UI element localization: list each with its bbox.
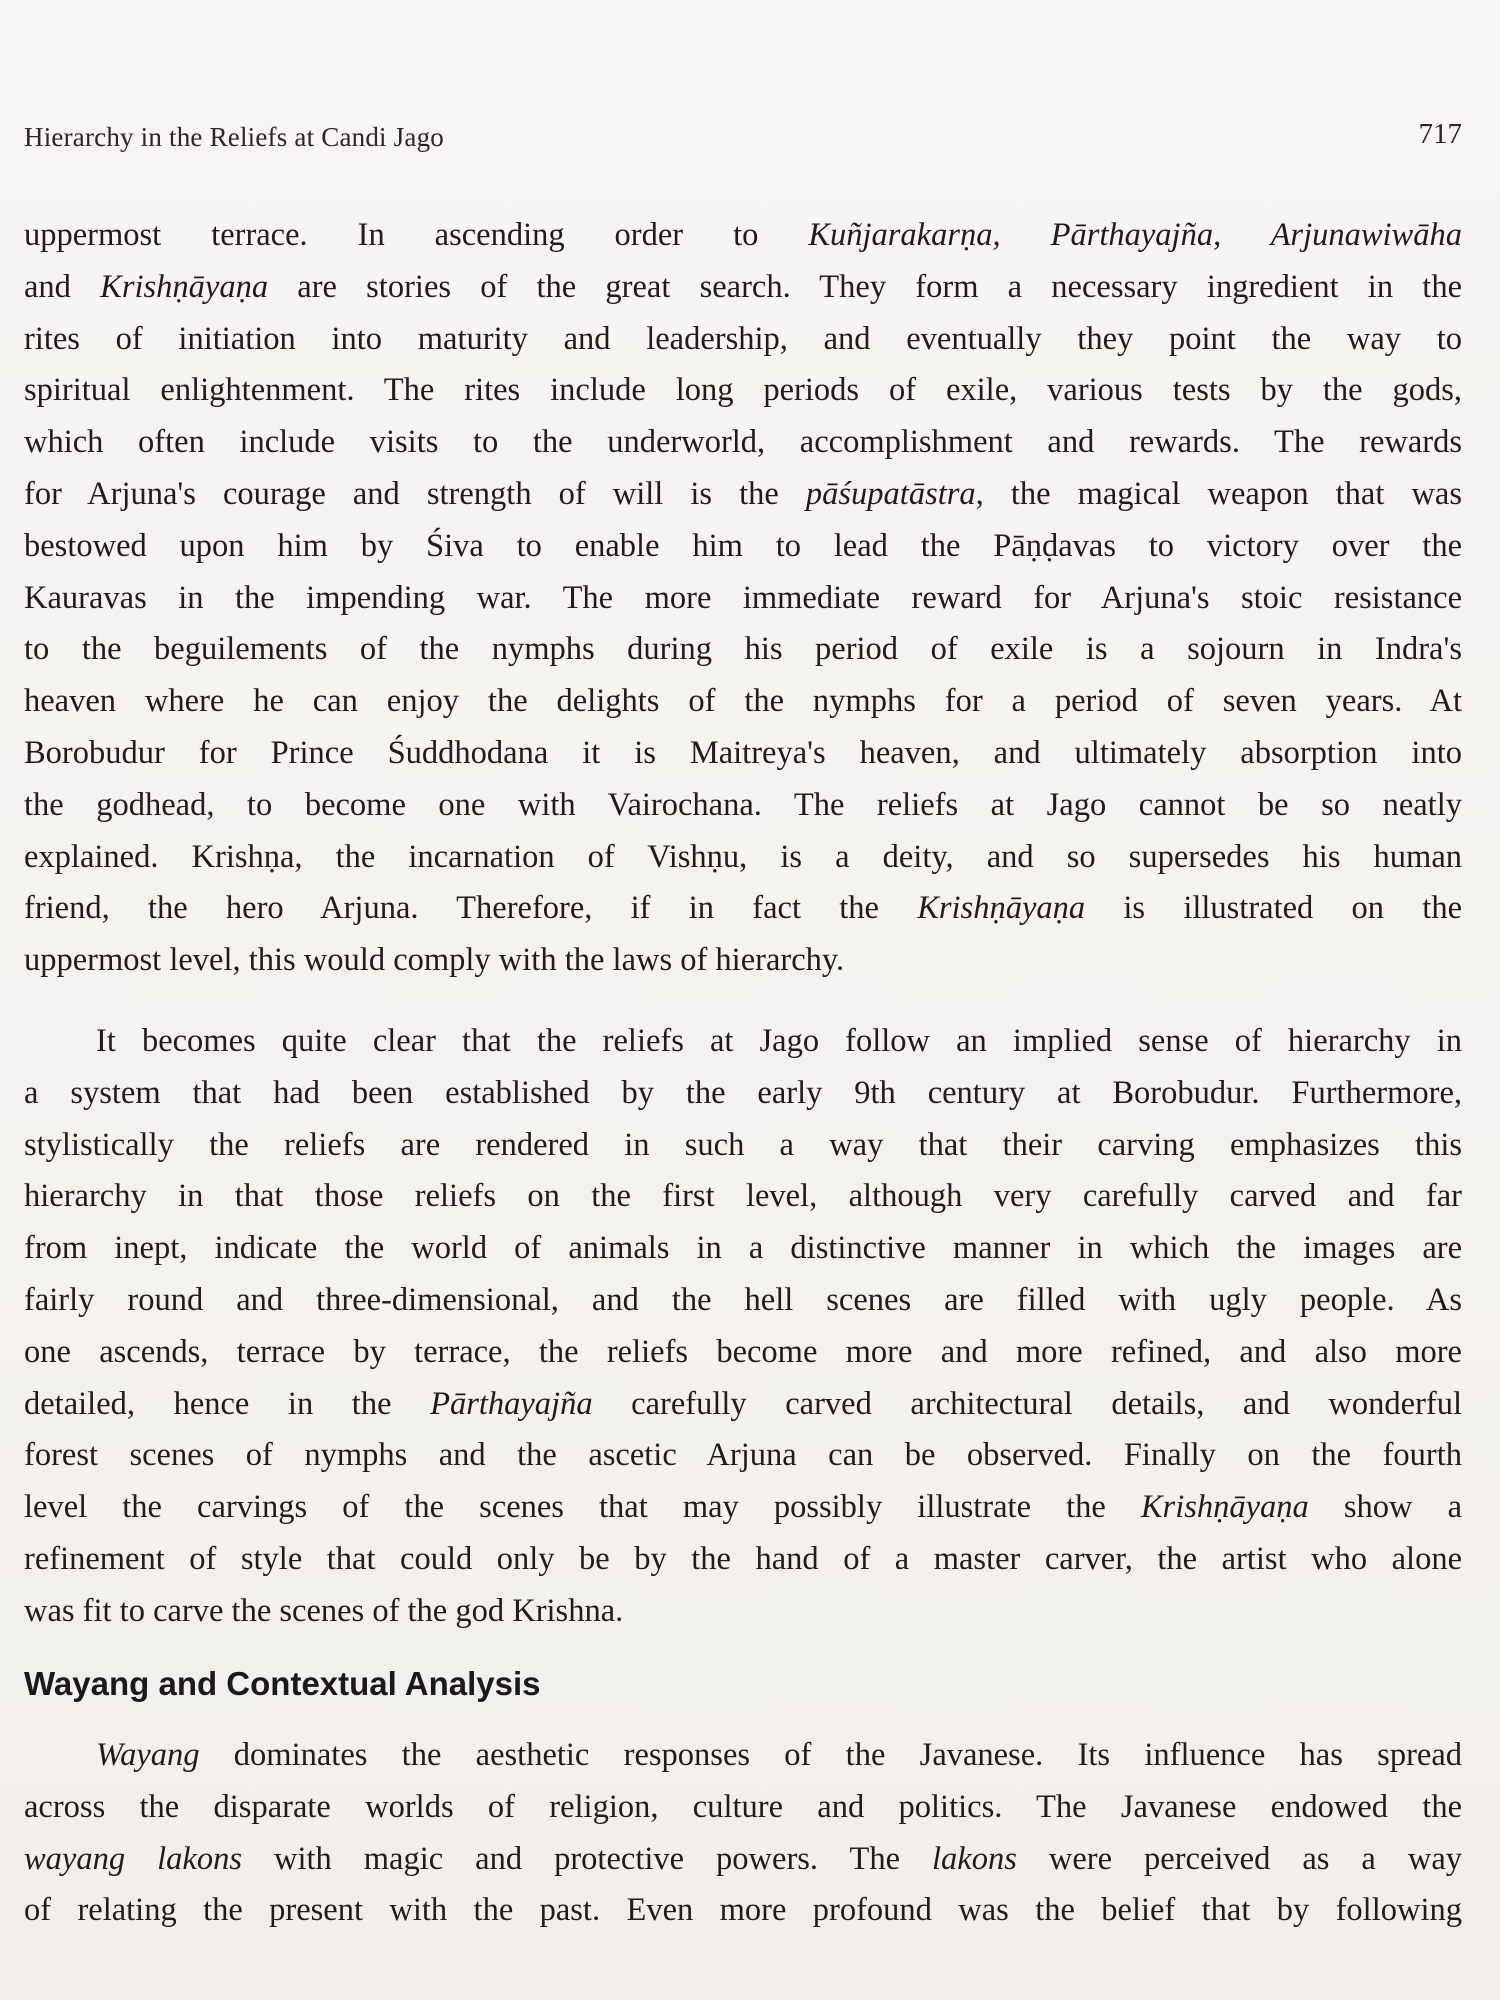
text-run: Kauravas in the impending war. The more immediate reward for Arjuna's stoic resistance [24,579,1462,616]
text-line [24,1016,1462,1068]
text-run: forest scenes of nymphs and the ascetic Arjuna can be observed. Finally on the fourth [24,1437,1462,1474]
italic-term: pāśupatāstra [805,475,976,512]
text-run: one ascends, terrace by terrace, the reliefs become more and more refined, and also more [24,1333,1462,1370]
italic-term: Krishṇāyaṇa [100,268,269,305]
text-run: , the magical weapon that was [975,475,1462,512]
text-line [24,1379,1462,1431]
text-run: from inept, indicate the world of animals in a distinctive manner in which the images are [24,1230,1462,1267]
paragraph-wayang [24,1730,1462,1937]
text-run: explained. Krishṇa, the incarnation of Vishṇu, is a deity, and so supersedes his human [24,838,1462,875]
text-run: a system that had been established by the early 9th century at Borobudur. Furthermore, [24,1074,1462,1111]
italic-term: Pārthayajña [430,1385,593,1422]
text-run: show a [1308,1489,1463,1526]
text-line [24,1730,1462,1782]
text-run: with magic and protective powers. The [241,1840,933,1877]
text-line [24,365,1462,417]
paragraph-stylistic-hierarchy [24,1016,1462,1638]
text-line [24,1430,1462,1482]
text-run: level the carvings of the scenes that may possibly illustrate the [24,1489,1141,1526]
text-line [24,417,1462,469]
text-run: across the disparate worlds of religion, culture and politics. The Javanese endowed the [24,1788,1462,1825]
text-line [24,676,1462,728]
text-line [24,624,1462,676]
text-line [24,1223,1462,1275]
text-line [24,1275,1462,1327]
text-run: and [24,268,101,305]
text-line [24,210,1462,262]
text-run: is illustrated on the [1085,890,1462,927]
text-line [24,573,1462,625]
text-run: rites of initiation into maturity and leadership, and eventually they point the way to [24,320,1462,357]
text-line [24,1586,1462,1638]
text-run: stylistically the reliefs are rendered in such a way that their carving emphasizes this [24,1126,1462,1163]
section-heading: Wayang and Contextual Analysis [24,1665,541,1702]
text-line [24,1171,1462,1223]
text-run: for Arjuna's courage and strength of will is the [24,475,806,512]
text-line [24,469,1462,521]
paragraph-reliefs-hierarchy [24,210,1462,987]
paragraph-3-body [24,1730,1462,1937]
text-line [24,935,1462,987]
paragraph-2-body [24,1016,1462,1638]
text-run: friend, the hero Arjuna. Therefore, if in fact the [24,890,918,927]
text-run: Borobudur for Prince Śuddhodana it is Maitreya's heaven, and ultimately absorption into [24,734,1462,771]
text-line [24,314,1462,366]
text-line [24,1834,1462,1886]
text-run: heaven where he can enjoy the delights of the nymphs for a period of seven years. At [24,683,1462,720]
italic-term: Krishṇāyaṇa [1140,1489,1309,1526]
italic-term: wayang lakons [24,1840,242,1877]
text-run: the godhead, to become one with Vairochana. The reliefs at Jago cannot be so neatly [24,786,1462,823]
text-line [24,780,1462,832]
paragraph-1-body [24,210,1462,987]
running-head: Hierarchy in the Reliefs at Candi Jago [24,122,444,152]
italic-term: Krishṇāyaṇa [917,890,1086,927]
italic-term: lakons [932,1840,1017,1877]
text-run: refinement of style that could only be by the hand of a master carver, the artist who alone [24,1540,1462,1577]
text-run: carefully carved architectural details, and wonderful [592,1385,1462,1422]
text-line [24,521,1462,573]
page-number: 717 [1418,118,1462,150]
text-line [24,1782,1462,1834]
text-line [24,883,1462,935]
text-run: hierarchy in that those reliefs on the first level, although very carefully carved and far [24,1178,1462,1215]
text-run: uppermost terrace. In ascending order to [24,217,809,253]
text-line [24,728,1462,780]
text-line [24,1120,1462,1172]
text-run: were perceived as a way [1016,1840,1463,1877]
text-run: which often include visits to the underworld, accomplishment and rewards. The rewards [24,424,1462,461]
text-line [24,1482,1462,1534]
text-run: bestowed upon him by Śiva to enable him to lead the Pāṇḍavas to victory over the [24,527,1462,564]
italic-term: Wayang [96,1737,200,1773]
text-run: uppermost level, this would comply with the laws of hierarchy. [24,942,845,979]
text-line [24,262,1462,314]
italic-term: Kuñjarakarṇa, Pārthayajña, Arjunawiwāha [808,217,1462,253]
text-run: of relating the present with the past. Even more profound was the belief that by following [24,1892,1462,1929]
text-run: to the beguilements of the nymphs during his period of exile is a sojourn in Indra's [24,631,1462,668]
text-line [24,1068,1462,1120]
text-run: was fit to carve the scenes of the god Krishna. [24,1592,624,1629]
text-line [24,1534,1462,1586]
text-run: It becomes quite clear that the reliefs at Jago follow an implied sense of hierarchy in [96,1023,1462,1059]
text-run: spiritual enlightenment. The rites include long periods of exile, various tests by the gods, [24,372,1462,409]
text-run: fairly round and three-dimensional, and the hell scenes are filled with ugly people. As [24,1281,1462,1318]
text-line [24,1327,1462,1379]
text-run: are stories of the great search. They form a necessary ingredient in the [268,268,1462,305]
text-line [24,1885,1462,1937]
text-line [24,832,1462,884]
text-run: detailed, hence in the [24,1385,431,1422]
text-run: dominates the aesthetic responses of the Javanese. Its influence has spread [199,1737,1462,1773]
